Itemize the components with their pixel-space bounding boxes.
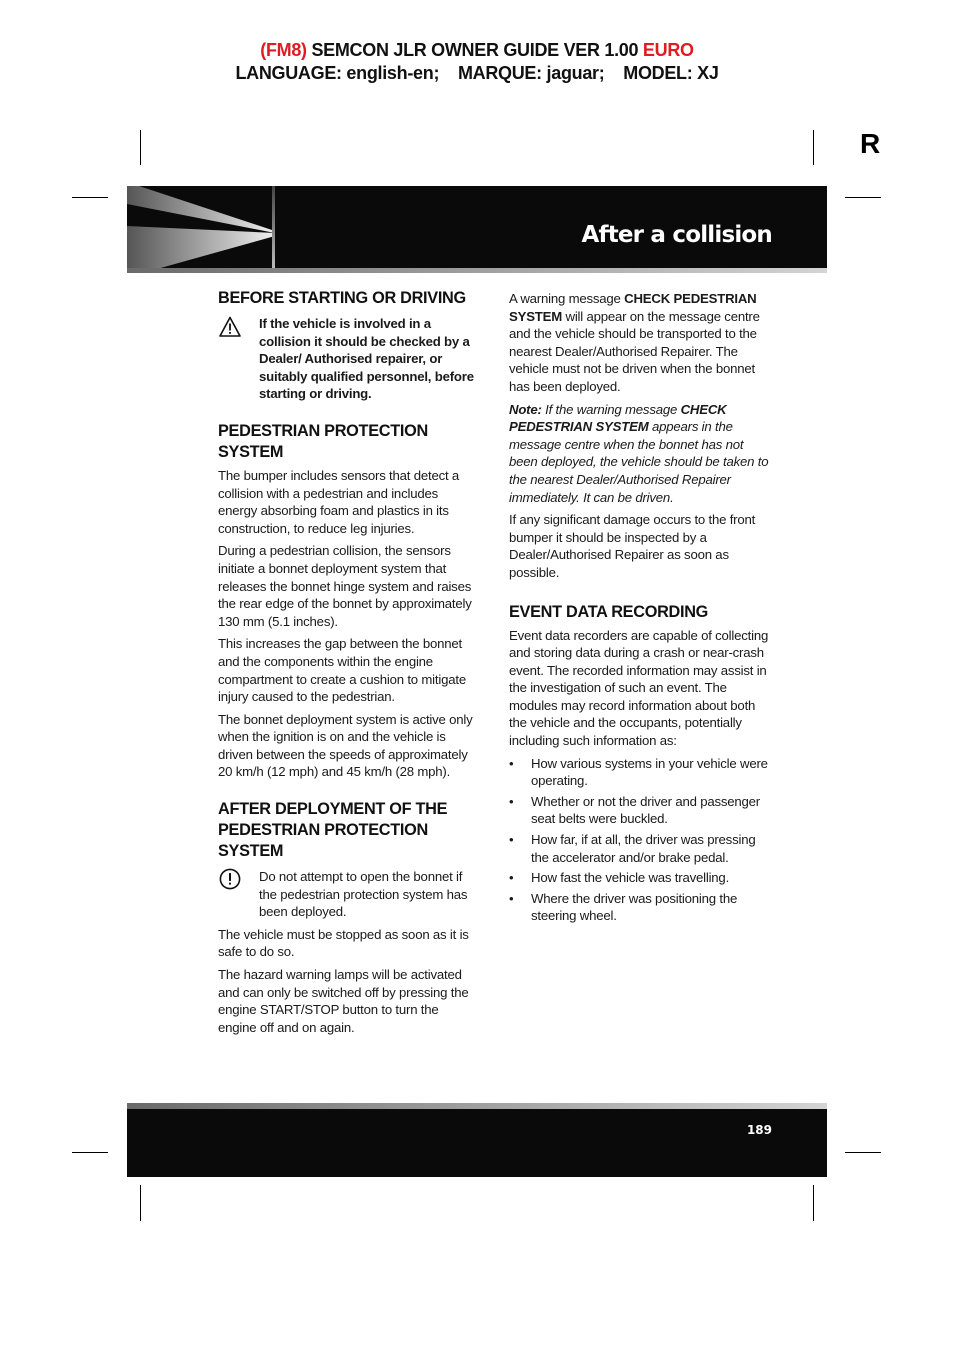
body-paragraph: The hazard warning lamps will be activated and can only be switched off by pressing the engine START/STOP button to turn the engine off and on again.	[218, 967, 469, 1035]
header-divider	[272, 186, 275, 269]
warning-triangle-icon	[218, 315, 242, 339]
list-item: • How fast the vehicle was travelling.	[509, 869, 771, 887]
header-rule	[127, 268, 827, 273]
text-run: A warning message	[509, 291, 625, 306]
page-title: After a collision	[581, 222, 772, 248]
body-paragraph: If any significant damage occurs to the front bumper it should be inspected by a Dealer/Authorised Repairer as soon as possible.	[509, 512, 756, 580]
left-column	[218, 288, 480, 1054]
crop-mark	[72, 197, 108, 198]
proof-header-line-2: LANGUAGE: english-en; MARQUE: jaguar; MODEL: XJ	[235, 63, 719, 83]
list-item: • Whether or not the driver and passenger seat belts were buckled.	[509, 793, 771, 828]
body-paragraph: Event data recorders are capable of collecting and storing data during a crash or near-crash event. The recorded information may assist in the investigation of such an event. The modules may record information about both the vehicle and the occupants, potentially including such information as:	[509, 627, 769, 749]
list-item: • How various systems in your vehicle were operating.	[509, 755, 771, 790]
list-item: • Where the driver was positioning the steering wheel.	[509, 890, 771, 925]
text-run: appears in the message centre when the bonnet has not been deployed, the vehicle should be taken to the nearest Dealer/Authorised Repairer immediately. It can be driven.	[509, 419, 769, 505]
proof-guide-title: SEMCON JLR OWNER GUIDE VER 1.00	[311, 40, 639, 60]
crop-mark	[72, 1152, 108, 1153]
note-label: Note:	[509, 401, 542, 417]
section-heading	[218, 799, 480, 862]
list-item: • How far, if at all, the driver was pressing the accelerator and/or brake pedal.	[509, 831, 771, 866]
caution-exclamation-icon	[218, 867, 242, 891]
section-pedestrian-protection	[218, 421, 480, 781]
section-heading: PEDESTRIAN PROTECTION SYSTEM	[218, 421, 428, 461]
text-run: If the warning message	[541, 401, 681, 417]
heading-line: AFTER DEPLOYMENT OF THE	[218, 800, 448, 819]
proof-header-line-1	[0, 40, 954, 61]
proof-model-code: (FM8)	[260, 40, 307, 60]
crop-mark	[140, 130, 141, 165]
registration-letter: R	[860, 128, 881, 159]
body-paragraph: The bumper includes sensors that detect a collision with a pedestrian and includes energy absorbing foam and plastics in its construction, to reduce leg injuries.	[218, 467, 460, 536]
section-heading: BEFORE STARTING OR DRIVING	[218, 289, 466, 307]
section-before-starting	[218, 288, 480, 403]
crop-mark	[813, 130, 814, 165]
body-paragraph: This increases the gap between the bonnet and the components within the engine compartment to create a cushion to mitigate injury caused to the pedestrian.	[218, 636, 466, 705]
section-event-data-recording	[509, 602, 771, 926]
warning-text: If the vehicle is involved in a collision it should be checked by a Dealer/ Authorised repairer, or suitably qualified personnel, before starting or driving.	[259, 316, 474, 402]
section-heading: EVENT DATA RECORDING	[509, 602, 709, 621]
crop-mark	[845, 197, 881, 198]
message-name: CHECK PEDESTRIAN SYSTEM	[509, 291, 757, 324]
crop-mark	[845, 1152, 881, 1153]
body-paragraph: During a pedestrian collision, the sensors initiate a bonnet deployment system that releases the bonnet hinge system and raises the rear edge of the bonnet by approximately 130 mm (5.1 inches).	[218, 543, 472, 629]
proof-region: EURO	[642, 40, 694, 60]
warning-message-paragraph	[509, 290, 771, 396]
page-number: 189	[746, 1123, 772, 1137]
bullet-list	[509, 755, 771, 925]
right-column	[509, 290, 771, 943]
caution-callout	[218, 868, 480, 921]
chevron-graphic-icon	[127, 186, 275, 269]
crop-mark	[813, 1185, 814, 1221]
note-paragraph	[509, 401, 771, 507]
crop-mark	[140, 1185, 141, 1221]
body-paragraph: The bonnet deployment system is active only when the ignition is on and the vehicle is driven between the speeds of approximately 20 km/h (12 mph) and 45 km/h (28 mph).	[218, 711, 473, 780]
body-paragraph: The vehicle must be stopped as soon as it is safe to do so.	[218, 926, 469, 960]
page-header-band	[127, 186, 827, 269]
page-footer-band	[127, 1109, 827, 1177]
warning-callout	[218, 315, 480, 403]
caution-text: Do not attempt to open the bonnet if the pedestrian protection system has been deployed.	[259, 869, 468, 920]
text-run: will appear on the message centre and the vehicle should be transported to the nearest Dealer/Authorised Repairer. The vehicle must not be driven when the bonnet has been deployed.	[509, 308, 760, 394]
heading-line: PEDESTRIAN PROTECTION SYSTEM	[218, 821, 428, 861]
section-after-deployment	[218, 799, 480, 1036]
message-name: CHECK PEDESTRIAN SYSTEM	[509, 401, 727, 435]
